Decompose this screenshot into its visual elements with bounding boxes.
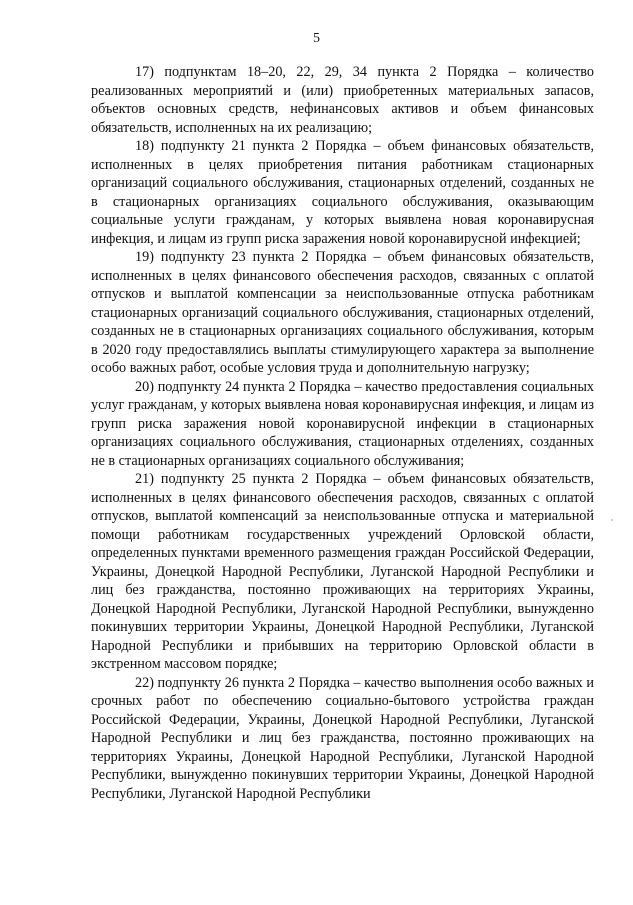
paragraph-item-18: 18) подпункту 21 пункта 2 Порядка – объем финансовых обязательств, исполненных в целях приобретения питания работникам стационарных организаций социального обслуживания, стационарных отделений, созданных не в стационарных организациях социального обслуживания, оказывающим социальные услуги гражданам, у которых выявлена новая коронавирусная инфекция, и лицам из групп риска заражения новой коронавирусной инфекцией; [91, 138, 594, 247]
page-body [91, 63, 594, 803]
paragraph-item-20: 20) подпункту 24 пункта 2 Порядка – качество предоставления социальных услуг гражданам, у которых выявлена новая коронавирусная инфекция, и лицам из групп риска заражения новой коронавирусной инфекции в стационарных организациях социального обслуживания, стационарных отделениях, созданных не в стационарных организациях социального обслуживания; [91, 378, 594, 469]
page-number: 5 [313, 31, 320, 46]
paragraph-item-21: 21) подпункту 25 пункта 2 Порядка – объем финансовых обязательств, исполненных в целях финансового обеспечения расходов, связанных с оплатой отпусков, выплатой компенсаций за неиспользованные отпуска и материальной помощи работникам государственных учреждений Орловской области, определенных пунктами временного размещения граждан Российской Федерации, Украины, Донецкой Народной Республики, Луганской Народной Республики и лиц без гражданства, постоянно проживающих на территориях Украины, Донецкой Народной Республики, Луганской Народной Республики, вынужденно покинувших территории Украины, Донецкой Народной Республики, Луганской Народной Республики и прибывших на территорию Орловской области в экстренном массовом порядке; [91, 471, 594, 672]
paragraph-item-22: 22) подпункту 26 пункта 2 Порядка – качество выполнения особо важных и срочных работ по обеспечению социально-бытового устройства граждан Российской Федерации, Украины, Донецкой Народной Республики, Луганской Народной Республики и лиц без гражданства, постоянно проживающих на территориях Украины, Донецкой Народной Республики, Луганской Народной Республики, вынужденно покинувших территории Украины, Донецкой Народной Республики, Луганской Народной Республики [91, 674, 594, 802]
scan-speck [611, 519, 613, 521]
paragraph-item-17: 17) подпунктам 18–20, 22, 29, 34 пункта 2 Порядка – количество реализованных мероприятий и (или) приобретенных материальных запасов, объектов основных средств, нефинансовых активов и объем финансовых обязательств, исполненных на их реализацию; [91, 64, 594, 136]
paragraph-item-19: 19) подпункту 23 пункта 2 Порядка – объем финансовых обязательств, исполненных в целях финансового обеспечения расходов, связанных с оплатой отпусков и выплатой компенсации за неиспользованные отпуска работникам стационарных организаций социального обслуживания, стационарных отделений, созданных не в стационарных организациях социального обслуживания, которым в 2020 году предоставлялись выплаты стимулирующего характера за выполнение особо важных работ, особые условия труда и дополнительную нагрузку; [91, 249, 594, 376]
